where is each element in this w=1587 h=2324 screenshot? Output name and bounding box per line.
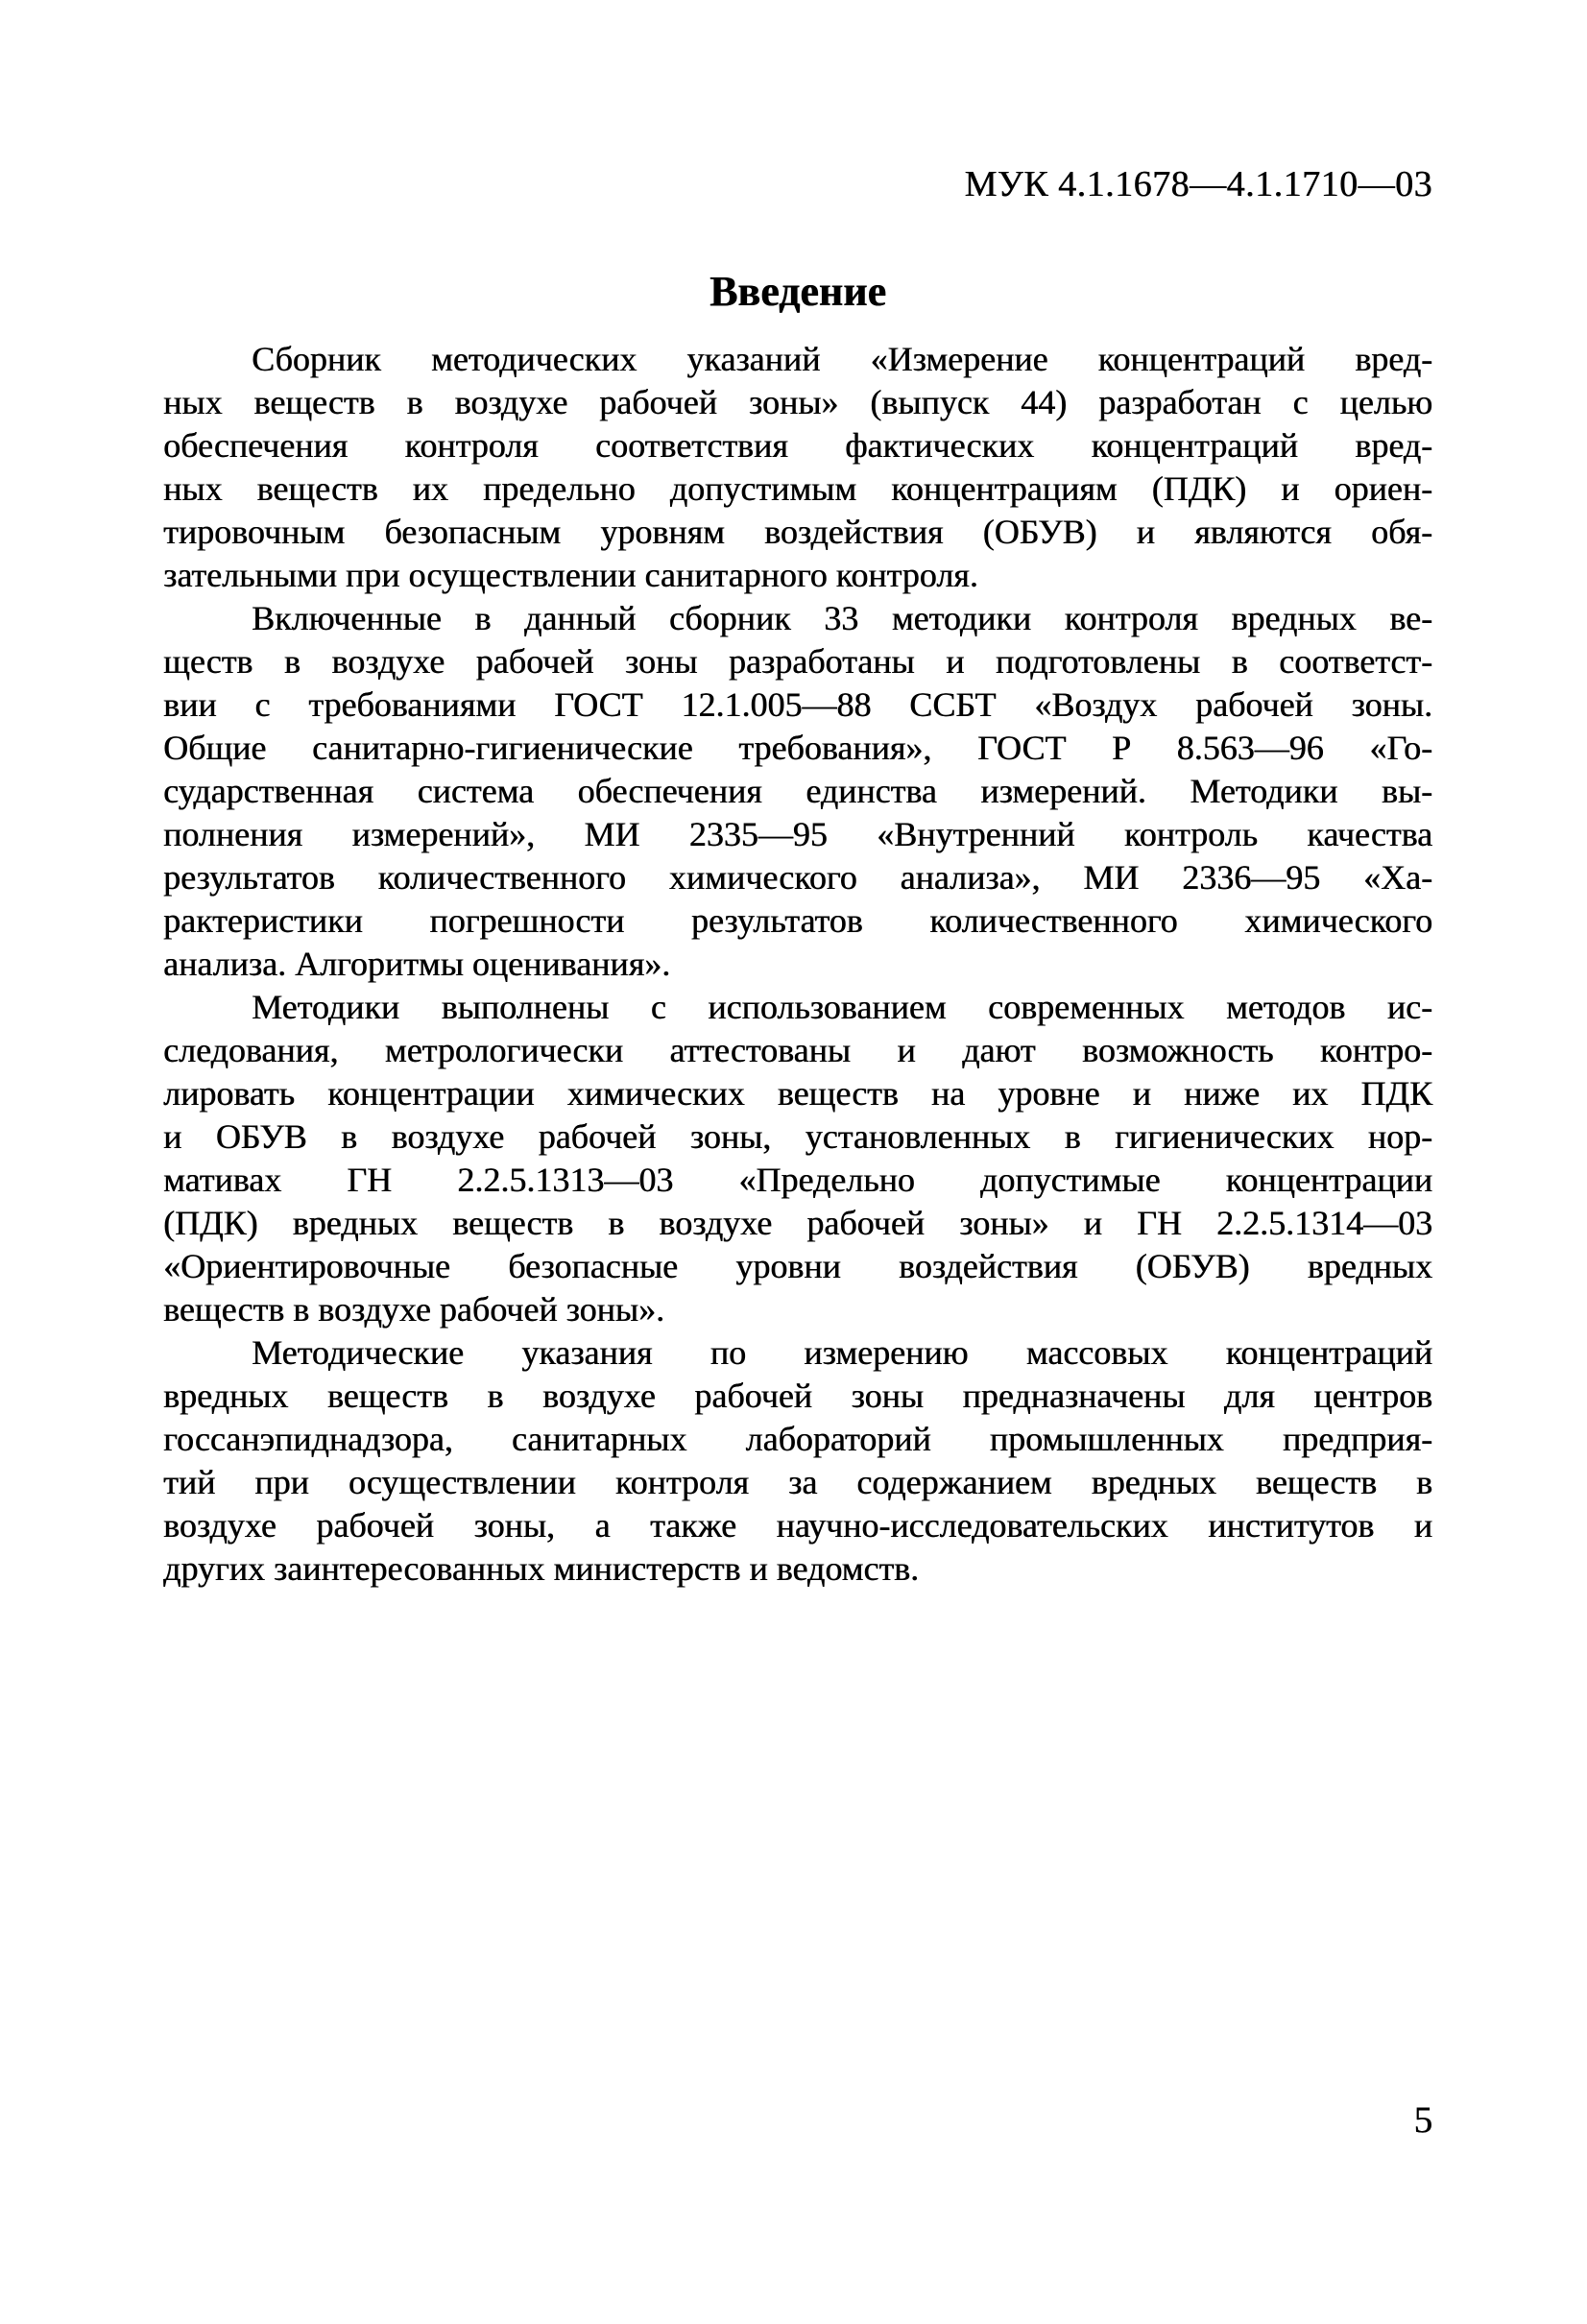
text-line: ществ в воздухе рабочей зоны разработаны и подготовлены в соответст-	[163, 642, 1432, 681]
text-line: анализа. Алгоритмы оценивания».	[163, 945, 671, 983]
paragraph	[163, 338, 1432, 597]
page-number: 5	[1413, 2099, 1432, 2141]
text-line: Общие санитарно-гигиенические требования», ГОСТ Р 8.563—96 «Го-	[163, 729, 1432, 767]
text-line: результатов количественного химического анализа», МИ 2336—95 «Ха-	[163, 858, 1432, 897]
text-line: Методические указания по измерению массовых концентраций	[252, 1333, 1432, 1372]
text-line: Включенные в данный сборник 33 методики контроля вредных ве-	[252, 599, 1432, 637]
text-line: тировочным безопасным уровням воздействия (ОБУВ) и являются обя-	[163, 513, 1432, 551]
text-line: мативах ГН 2.2.5.1313—03 «Предельно допустимые концентрации	[163, 1161, 1432, 1199]
text-line: рактеристики погрешности результатов количественного химического	[163, 901, 1432, 940]
document-body	[163, 338, 1432, 1591]
text-line: (ПДК) вредных веществ в воздухе рабочей зоны» и ГН 2.2.5.1314—03	[163, 1204, 1432, 1242]
text-line: вредных веществ в воздухе рабочей зоны предназначены для центров	[163, 1377, 1432, 1415]
text-line: воздухе рабочей зоны, а также научно-исследовательских институтов и	[163, 1506, 1432, 1545]
text-line: тий при осуществлении контроля за содержанием вредных веществ в	[163, 1463, 1432, 1501]
paragraph	[163, 597, 1432, 986]
text-line: сударственная система обеспечения единства измерений. Методики вы-	[163, 772, 1432, 810]
text-line: госсанэпиднадзора, санитарных лабораторий промышленных предприя-	[163, 1420, 1432, 1458]
text-line: других заинтересованных министерств и ведомств.	[163, 1549, 920, 1588]
text-line: обеспечения контроля соответствия фактических концентраций вред-	[163, 426, 1432, 465]
text-line: зательными при осуществлении санитарного контроля.	[163, 556, 978, 594]
section-title: Введение	[709, 268, 887, 315]
text-line: «Ориентировочные безопасные уровни воздействия (ОБУВ) вредных	[163, 1247, 1432, 1285]
text-line: и ОБУВ в воздухе рабочей зоны, установленных в гигиенических нор-	[163, 1117, 1432, 1156]
text-line: полнения измерений», МИ 2335—95 «Внутренний контроль качества	[163, 815, 1432, 853]
text-line: следования, метрологически аттестованы и дают возможность контро-	[163, 1031, 1432, 1069]
text-line: вии с требованиями ГОСТ 12.1.005—88 ССБТ «Воздух рабочей зоны.	[163, 685, 1432, 724]
text-line: веществ в воздухе рабочей зоны».	[163, 1290, 664, 1329]
text-line: ных веществ их предельно допустимым концентрациям (ПДК) и ориен-	[163, 469, 1432, 508]
text-line: лировать концентрации химических веществ на уровне и ниже их ПДК	[163, 1074, 1432, 1113]
text-line: ных веществ в воздухе рабочей зоны» (выпуск 44) разработан с целью	[163, 383, 1432, 421]
document-code-header: МУК 4.1.1678—4.1.1710—03	[964, 164, 1432, 204]
paragraph	[163, 986, 1432, 1331]
text-line: Сборник методических указаний «Измерение концентраций вред-	[252, 340, 1432, 378]
text-line: Методики выполнены с использованием современных методов ис-	[252, 988, 1432, 1026]
paragraph	[163, 1331, 1432, 1591]
